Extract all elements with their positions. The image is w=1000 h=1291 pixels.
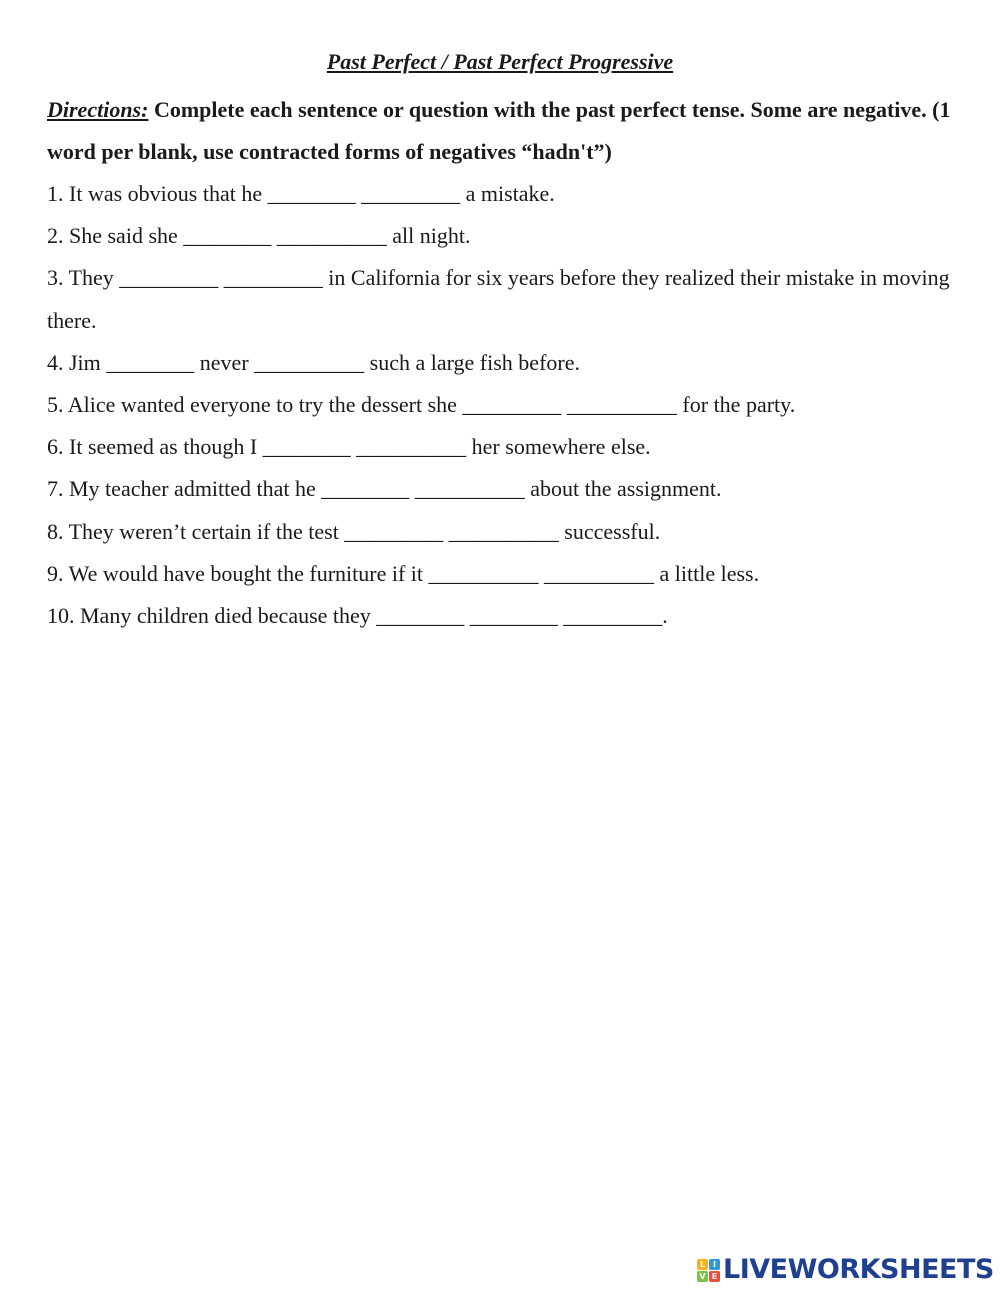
question-item-3: 3. They _________ _________ in California for six years before they realized their mistake in moving there. xyxy=(47,265,950,333)
liveworksheets-logo xyxy=(697,1255,994,1285)
worksheet-title: Past Perfect / Past Perfect Progressive xyxy=(326,49,674,74)
liveworksheets-logo-text: LIVEWORKSHEETS xyxy=(723,1254,994,1285)
question-item-6: 6. It seemed as though I ________ __________ her somewhere else. xyxy=(47,434,651,460)
question-list xyxy=(47,173,962,637)
question-item-7: 7. My teacher admitted that he ________ __________ about the assignment. xyxy=(47,476,722,502)
question-item-5: 5. Alice wanted everyone to try the dessert she _________ __________ for the party. xyxy=(47,392,796,418)
liveworksheets-logo-icon xyxy=(697,1259,720,1282)
logo-tile-l: L xyxy=(697,1259,708,1270)
question-item-8: 8. They weren’t certain if the test _________ __________ successful. xyxy=(47,518,661,544)
directions-label: Directions: xyxy=(47,97,149,122)
question-item-1: 1. It was obvious that he ________ _________ a mistake. xyxy=(47,181,555,206)
directions xyxy=(47,89,957,173)
directions-text: Complete each sentence or question with the past perfect tense. Some are negative. (1 word per blank, use contracted forms of negatives “hadn't”) xyxy=(47,97,951,164)
logo-tile-i: I xyxy=(709,1259,720,1270)
question-item-4: 4. Jim ________ never __________ such a large fish before. xyxy=(47,349,580,375)
logo-tile-e: E xyxy=(709,1271,720,1282)
logo-tile-v: V xyxy=(697,1271,708,1282)
question-item-9: 9. We would have bought the furniture if it __________ __________ a little less. xyxy=(47,560,760,586)
question-item-10: 10. Many children died because they ________ ________ _________. xyxy=(47,603,668,629)
question-item-2: 2. She said she ________ __________ all night. xyxy=(47,223,471,249)
